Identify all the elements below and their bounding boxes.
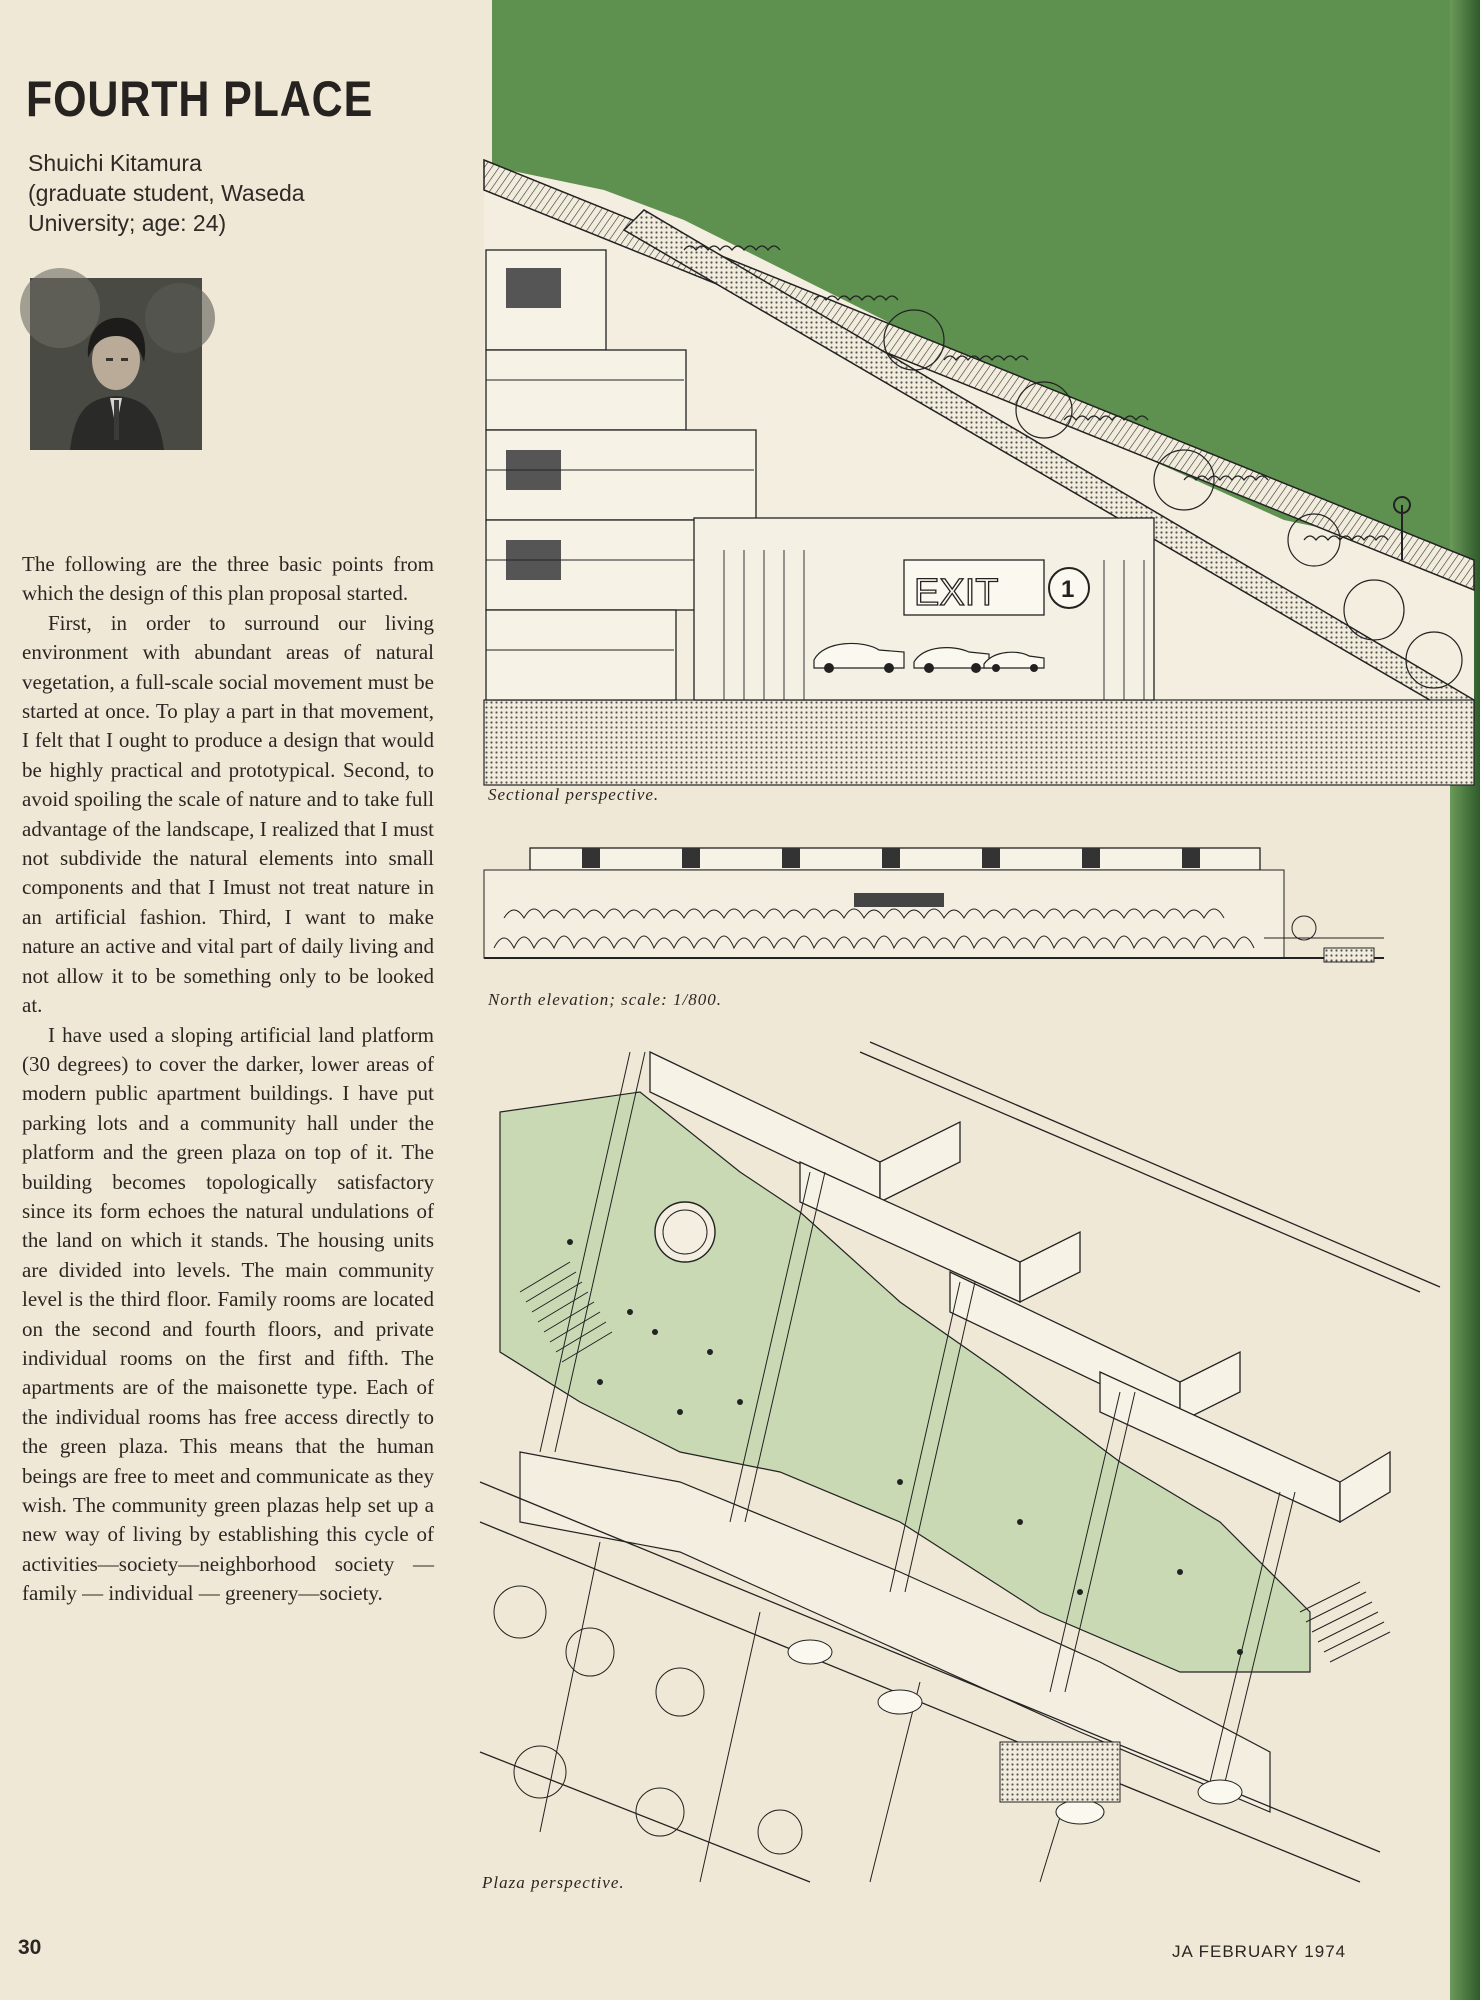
author-portrait <box>30 278 202 450</box>
exit-number-text: 1 <box>1061 576 1075 603</box>
paragraph-points: First, in order to surround our living environment with abundant areas of natural vegetation, a full-scale social movement must be started at once. To play a part in that movement, I felt that I ought to produce a design that would be highly practical and prototypical. Second, to avoid spoiling the scale of nature and to take full advantage of the landscape, I realized that I must not subdivide the natural elements into small components and that I Imust not treat nature in an artificial fashion. Third, I want to make nature an active and vital part of daily living and not allow it to be something only to be looked at. <box>22 610 434 1018</box>
author-affiliation: (graduate student, Waseda University; age: 24) <box>28 180 305 236</box>
page-number: 30 <box>18 1936 42 1959</box>
section-caption: Sectional perspective. <box>488 785 660 804</box>
issue-label: JA FEBRUARY 1974 <box>1172 1942 1347 1961</box>
author-name: Shuichi Kitamura <box>28 150 202 176</box>
paragraph-design: I have used a sloping artificial land platform (30 degrees) to cover the darker, lower areas of modern public apartment buildings. I have put parking lots and a community hall under the platform and the green plaza on top of it. The building becomes topologically satisfactory since its form echoes the natural undulations of the land on which it stands. The housing units are divided into levels. The main community level is the third floor. Family rooms are located on the second and fourth floors, and private individual rooms on the first and fifth. The apartments are of the maisonette type. Each of the individual rooms has free access directly to the green plaza. This means that the human beings are free to meet and communicate as they wish. The community green plazas help set up a new way of living by establishing this cycle of activities—society—neighborhood society — family — individual — greenery—society. <box>22 1022 434 1606</box>
exit-sign-text: EXIT <box>914 572 999 614</box>
paragraph-intro: The following are the three basic points from which the design of this plan proposal started. <box>22 552 434 606</box>
page-title: FOURTH PLACE <box>26 71 374 127</box>
north-elevation-drawing <box>484 838 1384 988</box>
plaza-caption: Plaza perspective. <box>482 1873 625 1892</box>
portrait-photo <box>30 278 202 450</box>
article-body <box>22 550 434 1609</box>
plaza-perspective-drawing <box>480 1052 1470 1882</box>
elevation-caption: North elevation; scale: 1/800. <box>488 990 722 1009</box>
text-column <box>22 70 442 1606</box>
sectional-perspective-drawing <box>484 0 1474 804</box>
